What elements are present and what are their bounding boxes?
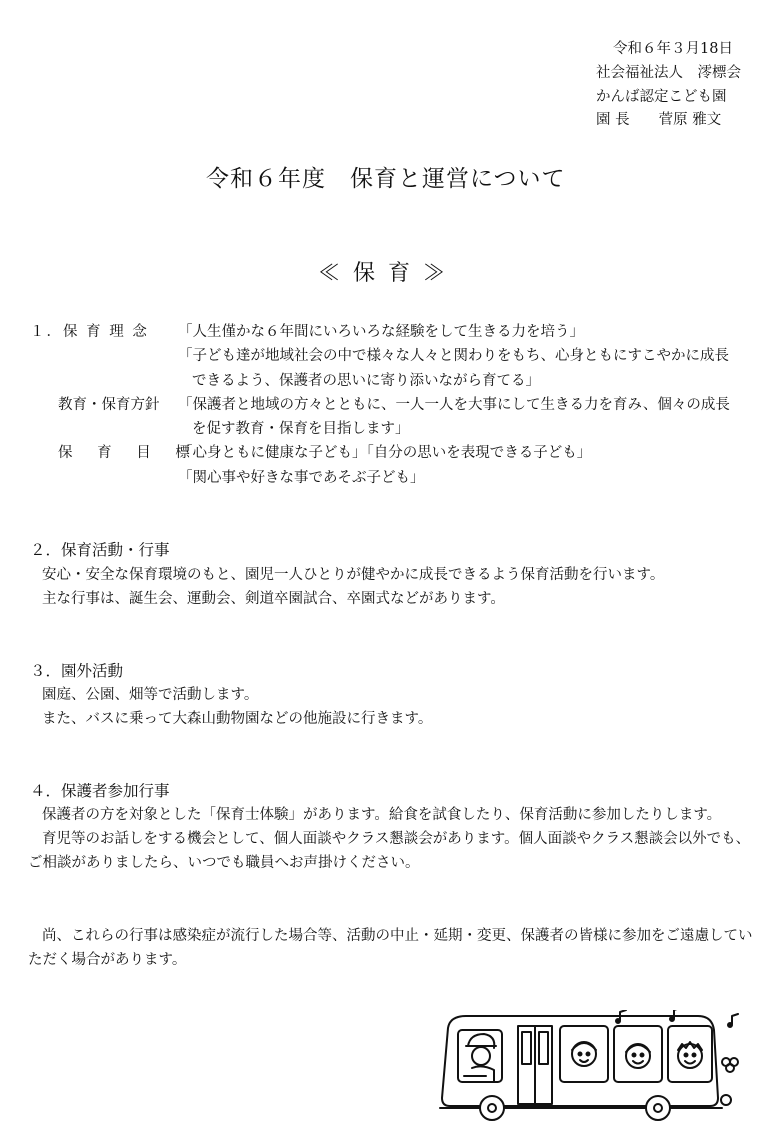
policy-line: を促す教育・保育を目指します」	[192, 421, 410, 437]
goals-label: 保 育 目 標	[58, 445, 200, 461]
note-line: 尚、これらの行事は感染症が流行した場合等、活動の中止・延期・変更、保護者の皆様に参加をご遠慮してい	[42, 928, 753, 944]
section-line: 園庭、公園、畑等で活動します。	[42, 687, 259, 703]
section-title: ≪ 保 育 ≫	[318, 261, 448, 286]
section-line: 安心・安全な保育環境のもと、園児一人ひとりが健やかに成長できるよう保育活動を行います。	[42, 567, 665, 583]
philosophy-label: １．保 育 理 念	[30, 324, 149, 340]
section-heading: ３．園外活動	[30, 662, 124, 680]
section-line: また、バスに乗って大森山動物園などの他施設に行きます。	[42, 711, 433, 727]
section-line: ご相談がありましたら、いつでも職員へお声掛けください。	[28, 855, 420, 871]
section-line: 育児等のお話しをする機会として、個人面談やクラス懇談会があります。個人面談やクラス懇談会以外でも、	[42, 831, 751, 847]
goals-line: 「関心事や好きな事であそぶ子ども」	[178, 470, 425, 486]
school-bus-illustration-icon	[436, 1010, 756, 1122]
school-name: かんば認定こども園	[596, 89, 727, 105]
policy-label: 教育・保育方針	[58, 397, 160, 413]
page-title: 令和６年度 保育と運営について	[206, 166, 566, 192]
corporation-name: 社会福祉法人 澪標会	[596, 65, 741, 81]
philosophy-line: できるよう、保護者の思いに寄り添いながら育てる」	[192, 373, 540, 389]
principal-name: 園 長 菅原 雅文	[596, 112, 722, 128]
section-heading: ４．保護者参加行事	[30, 782, 170, 800]
section-line: 主な行事は、誕生会、運動会、剣道卒園試合、卒園式などがあります。	[42, 591, 505, 607]
policy-line: 「保護者と地域の方々とともに、一人一人を大事にして生きる力を育み、個々の成長	[178, 397, 730, 413]
philosophy-line: 「人生僅かな６年間にいろいろな経験をして生きる力を培う」	[178, 324, 584, 340]
section-line: 保護者の方を対象とした「保育士体験」があります。給食を試食したり、保育活動に参加したりします。	[42, 807, 722, 823]
note-line: ただく場合があります。	[28, 952, 187, 968]
philosophy-line: 「子ども達が地域社会の中で様々な人々と関わりをもち、心身ともにすこやかに成長	[178, 348, 729, 364]
section-heading: ２．保育活動・行事	[30, 541, 170, 559]
goals-line: 「心身ともに健康な子ども」「自分の思いを表現できる子ども」	[178, 445, 592, 461]
date: 令和６年３月18日	[613, 41, 733, 57]
